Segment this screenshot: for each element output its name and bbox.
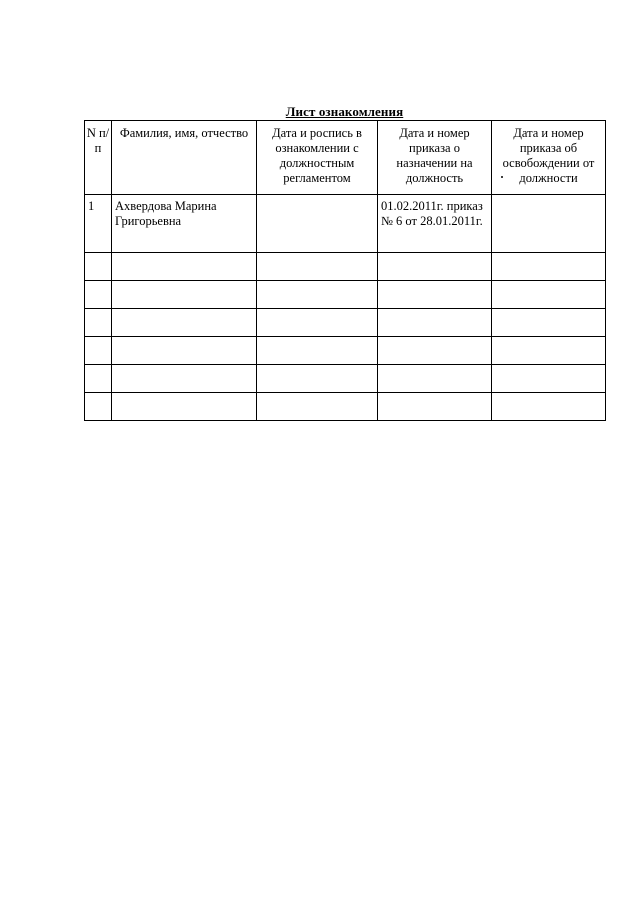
table-row bbox=[85, 253, 606, 281]
cell-acknowledgement bbox=[257, 281, 378, 309]
cell-full-name bbox=[112, 281, 257, 309]
cell-acknowledgement bbox=[257, 337, 378, 365]
cell-full-name: Ахвердова Марина Григорьевна bbox=[112, 195, 257, 253]
cell-full-name bbox=[112, 309, 257, 337]
cell-number: 1 bbox=[85, 195, 112, 253]
cell-acknowledgement bbox=[257, 195, 378, 253]
cell-number bbox=[85, 365, 112, 393]
header-release-order: Дата и номер приказа об освобождении от должности bbox=[492, 121, 606, 195]
cell-release-order bbox=[492, 309, 606, 337]
cell-release-order bbox=[492, 393, 606, 421]
cell-full-name bbox=[112, 253, 257, 281]
cell-release-order bbox=[492, 337, 606, 365]
sheet-title: Лист ознакомления bbox=[285, 104, 404, 119]
cell-appointment-order: 01.02.2011г. приказ № 6 от 28.01.2011г. bbox=[378, 195, 492, 253]
cell-release-order bbox=[492, 195, 606, 253]
cell-number bbox=[85, 337, 112, 365]
cell-release-order bbox=[492, 365, 606, 393]
header-number: N п/п bbox=[85, 121, 112, 195]
cell-release-order bbox=[492, 253, 606, 281]
cell-appointment-order bbox=[378, 393, 492, 421]
cell-appointment-order bbox=[378, 337, 492, 365]
table-row bbox=[85, 337, 606, 365]
cell-full-name bbox=[112, 365, 257, 393]
cell-number bbox=[85, 253, 112, 281]
cell-acknowledgement bbox=[257, 365, 378, 393]
scan-speck bbox=[501, 176, 503, 178]
cell-full-name bbox=[112, 337, 257, 365]
cell-appointment-order bbox=[378, 253, 492, 281]
table-row bbox=[85, 195, 606, 253]
cell-acknowledgement bbox=[257, 309, 378, 337]
cell-number bbox=[85, 281, 112, 309]
cell-appointment-order bbox=[378, 309, 492, 337]
header-row bbox=[85, 121, 606, 195]
header-acknowledgement-date-signature: Дата и роспись в ознакомлении с должностным регламентом bbox=[257, 121, 378, 195]
table-row bbox=[85, 281, 606, 309]
table-row bbox=[85, 393, 606, 421]
cell-appointment-order bbox=[378, 281, 492, 309]
cell-release-order bbox=[492, 281, 606, 309]
cell-acknowledgement bbox=[257, 393, 378, 421]
cell-appointment-order bbox=[378, 365, 492, 393]
table-row bbox=[85, 309, 606, 337]
cell-number bbox=[85, 393, 112, 421]
cell-number bbox=[85, 309, 112, 337]
acknowledgement-table bbox=[84, 120, 606, 421]
cell-acknowledgement bbox=[257, 253, 378, 281]
cell-full-name bbox=[112, 393, 257, 421]
table-row bbox=[85, 365, 606, 393]
header-full-name: Фамилия, имя, отчество bbox=[112, 121, 257, 195]
header-appointment-order: Дата и номер приказа о назначении на должность bbox=[378, 121, 492, 195]
